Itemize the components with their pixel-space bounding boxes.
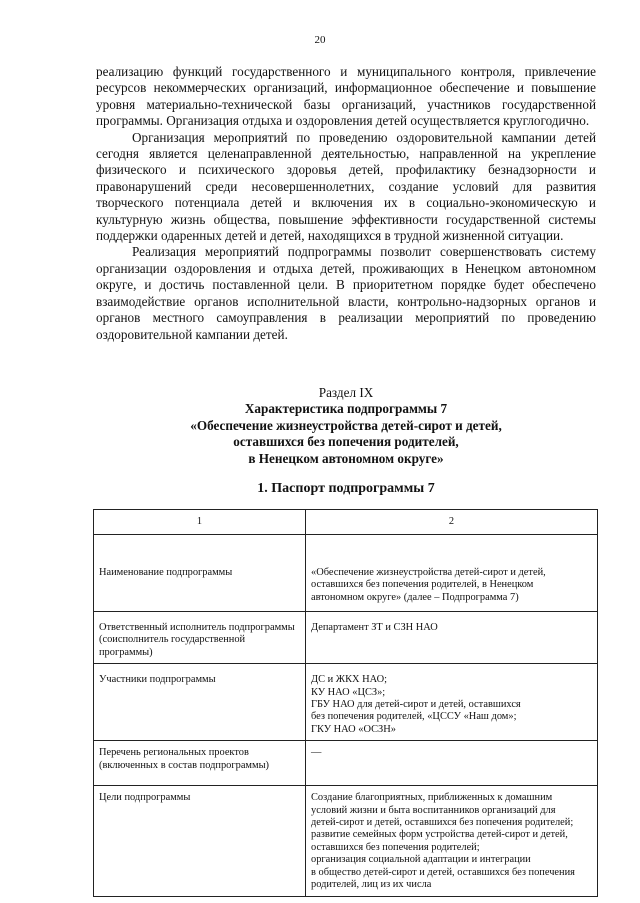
section-label: Раздел IX (318, 385, 374, 400)
value-line: родителей, лиц из их числа (311, 879, 432, 891)
table-header-cell: 2 (306, 510, 598, 535)
row-label (94, 741, 306, 786)
table-header-row (94, 510, 598, 535)
table-row (94, 664, 598, 741)
subprogram-title-line: оставшихся без попечения родителей, (233, 434, 459, 450)
row-value (306, 741, 598, 786)
value-line: ГБУ НАО для детей-сирот и детей, оставшихся (311, 699, 521, 711)
value-line: организация социальной адаптации и интеграции (311, 854, 531, 866)
value-line: оставшихся без попечения родителей, в Ненецком (311, 579, 534, 591)
value-line: без попечения родителей, «ЦССУ «Наш дом»; (311, 711, 517, 723)
value-line: детей-сирот и детей, оставшихся без попечения родителей; (311, 817, 574, 829)
row-value (306, 664, 598, 741)
value-line: ДС и ЖКХ НАО; (311, 674, 387, 686)
value-line: КУ НАО «ЦСЗ»; (311, 686, 386, 698)
value-line: оставшихся без попечения родителей; (311, 841, 480, 853)
value-line: Департамент ЗТ и СЗН НАО (311, 622, 438, 633)
label-line: Перечень региональных проектов (99, 747, 249, 759)
value-line: в общество детей-сирот и детей, оставшихся без попечения (311, 866, 575, 878)
subprogram-title-line: «Обеспечение жизнеустройства детей-сирот и детей, (190, 417, 502, 433)
paragraph-1: реализацию функций государственного и муниципального контроля, привлечение ресурсов некоммерческих организаций, информационное обеспечение и повышение уровня материально-технической базы организаций, участников государственной программы. Организация отдыха и оздоровления детей осуществляется круглогодично. (96, 64, 596, 129)
row-label: Участники подпрограммы (94, 664, 306, 741)
section-header (96, 385, 596, 467)
label-line: (включенных в состав подпрограммы) (99, 759, 270, 771)
paragraph-2: Организация мероприятий по проведению оздоровительной кампании детей сегодня является целенаправленной деятельностью, направленной на укрепление физического и психического здоровья детей, профилактику безнадзорности и правонарушений среди несовершеннолетних, создание условий для развития творческого потенциала детей и включения их в социально-экономическую и культурную жизнь общества, повышение эффективности государственной системы поддержки одаренных детей и детей, находящихся в трудной жизненной ситуации. (96, 129, 596, 244)
body-text (96, 64, 596, 343)
value-line: развитие семейных форм устройства детей-сирот и детей, (311, 829, 568, 841)
value-line: условий жизни и быта воспитанников организаций для (311, 804, 556, 816)
value-line: — (311, 747, 322, 759)
paragraph-3: Реализация мероприятий подпрограммы позволит совершенствовать систему организации оздоровления и отдыха детей, проживающих в Ненецком автономном округе, и достичь поставленной цели. В приоритетном порядке будет обеспечено взаимодействие органов исполнительной власти, контрольно-надзорных органов и органов местного самоуправления в реализации мероприятий по проведению оздоровительной кампании детей. (96, 244, 596, 342)
table-row (94, 535, 598, 612)
subprogram-title-line: в Ненецком автономном округе» (248, 450, 444, 466)
value-line: автономном округе» (далее – Подпрограмма 7) (311, 591, 519, 603)
passport-heading: 1. Паспорт подпрограммы 7 (257, 481, 435, 496)
label-line: (соисполнитель государственной программы) (99, 634, 246, 658)
table-row (94, 741, 598, 786)
table-row (94, 612, 598, 664)
passport-table (93, 509, 598, 897)
row-label (94, 612, 306, 664)
row-label: Наименование подпрограммы (94, 535, 306, 612)
label-line: Ответственный исполнитель подпрограммы (99, 622, 295, 633)
subprogram-title-line: Характеристика подпрограммы 7 (244, 401, 448, 417)
table-header-cell: 1 (94, 510, 306, 535)
row-value (306, 535, 598, 612)
page-number: 20 (314, 34, 326, 46)
value-line: «Обеспечение жизнеустройства детей-сирот и детей, (311, 567, 546, 578)
table-row (94, 786, 598, 896)
row-label: Цели подпрограммы (94, 786, 306, 896)
value-line: ГКУ НАО «ОСЗН» (311, 723, 396, 735)
row-value (306, 612, 598, 664)
row-value (306, 786, 598, 896)
value-line: Создание благоприятных, приближенных к домашним (311, 792, 553, 804)
